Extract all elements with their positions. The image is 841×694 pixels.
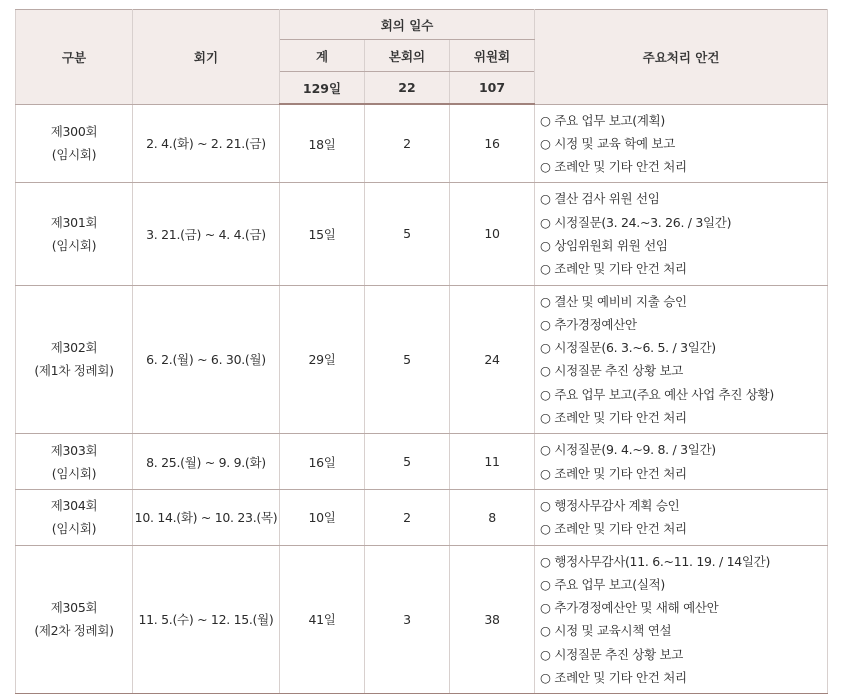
agenda-item: ○ 조례안 및 기타 안건 처리 bbox=[540, 406, 827, 429]
agenda-item: ○ 행정사무감사 계획 승인 bbox=[540, 494, 827, 517]
days-committee: 16 bbox=[450, 104, 535, 183]
agenda-item: ○ 추가경정예산안 bbox=[540, 313, 827, 336]
agenda-item: ○ 조례안 및 기타 안건 처리 bbox=[540, 517, 827, 540]
agenda-item: ○ 주요 업무 보고(계획) bbox=[540, 109, 827, 132]
session-name: 제304회 bbox=[50, 498, 98, 514]
agenda-item: ○ 시정질문(9. 4.~9. 8. / 3일간) bbox=[540, 438, 827, 461]
session-type: (임시회) bbox=[51, 237, 97, 253]
session-period: 10. 14.(화) ~ 10. 23.(목) bbox=[133, 489, 280, 545]
days-committee: 38 bbox=[450, 545, 535, 694]
session-name: 제302회 bbox=[50, 340, 98, 356]
days-committee: 8 bbox=[450, 489, 535, 545]
sum-committee: 107 bbox=[450, 72, 535, 105]
session-type: (제1차 정례회) bbox=[34, 363, 114, 379]
table-row bbox=[16, 104, 828, 183]
agenda-cell bbox=[535, 183, 828, 285]
days-plenary: 5 bbox=[365, 434, 450, 490]
days-total: 41일 bbox=[280, 545, 365, 694]
council-sessions-table bbox=[15, 9, 828, 694]
header-committee: 위원회 bbox=[450, 40, 535, 72]
header-total: 계 bbox=[280, 40, 365, 72]
session-type: (제2차 정례회) bbox=[34, 623, 114, 639]
header-meeting-days: 회의 일수 bbox=[280, 10, 535, 40]
session-type: (임시회) bbox=[51, 521, 97, 537]
days-total: 10일 bbox=[280, 489, 365, 545]
agenda-item: ○ 시정 및 교육시책 연설 bbox=[540, 619, 827, 642]
days-total: 29일 bbox=[280, 285, 365, 434]
table-row bbox=[16, 183, 828, 285]
sum-total: 129일 bbox=[280, 72, 365, 105]
session-period: 8. 25.(월) ~ 9. 9.(화) bbox=[133, 434, 280, 490]
agenda-cell bbox=[535, 434, 828, 490]
days-total: 15일 bbox=[280, 183, 365, 285]
agenda-item: ○ 시정질문 추진 상황 보고 bbox=[540, 359, 827, 382]
sum-plenary: 22 bbox=[365, 72, 450, 105]
agenda-item: ○ 시정질문 추진 상황 보고 bbox=[540, 643, 827, 666]
agenda-item: ○ 상임위원회 위원 선임 bbox=[540, 234, 827, 257]
session-cell bbox=[16, 104, 133, 183]
days-plenary: 3 bbox=[365, 545, 450, 694]
agenda-item: ○ 시정질문(6. 3.~6. 5. / 3일간) bbox=[540, 336, 827, 359]
header-session: 회기 bbox=[133, 10, 280, 105]
session-cell bbox=[16, 183, 133, 285]
days-total: 18일 bbox=[280, 104, 365, 183]
agenda-item: ○ 행정사무감사(11. 6.~11. 19. / 14일간) bbox=[540, 550, 827, 573]
days-plenary: 5 bbox=[365, 183, 450, 285]
agenda-item: ○ 주요 업무 보고(실적) bbox=[540, 573, 827, 596]
header-category: 구분 bbox=[16, 10, 133, 105]
agenda-item: ○ 시정 및 교육 학예 보고 bbox=[540, 132, 827, 155]
session-period: 2. 4.(화) ~ 2. 21.(금) bbox=[133, 104, 280, 183]
agenda-item: ○ 조례안 및 기타 안건 처리 bbox=[540, 257, 827, 280]
days-total: 16일 bbox=[280, 434, 365, 490]
days-plenary: 5 bbox=[365, 285, 450, 434]
days-committee: 10 bbox=[450, 183, 535, 285]
agenda-item: ○ 조례안 및 기타 안건 처리 bbox=[540, 666, 827, 689]
days-plenary: 2 bbox=[365, 104, 450, 183]
agenda-item: ○ 조례안 및 기타 안건 처리 bbox=[540, 155, 827, 178]
session-type: (임시회) bbox=[51, 147, 97, 163]
days-committee: 24 bbox=[450, 285, 535, 434]
agenda-item: ○ 주요 업무 보고(주요 예산 사업 추진 상황) bbox=[540, 383, 827, 406]
agenda-cell bbox=[535, 545, 828, 694]
table-row bbox=[16, 489, 828, 545]
session-period: 3. 21.(금) ~ 4. 4.(금) bbox=[133, 183, 280, 285]
header-plenary: 본회의 bbox=[365, 40, 450, 72]
days-committee: 11 bbox=[450, 434, 535, 490]
agenda-item: ○ 시정질문(3. 24.~3. 26. / 3일간) bbox=[540, 211, 827, 234]
session-name: 제300회 bbox=[50, 124, 98, 140]
session-name: 제303회 bbox=[50, 442, 98, 458]
session-cell bbox=[16, 545, 133, 694]
agenda-cell bbox=[535, 104, 828, 183]
agenda-cell bbox=[535, 285, 828, 434]
session-type: (임시회) bbox=[51, 465, 97, 481]
table-row bbox=[16, 285, 828, 434]
table-row bbox=[16, 545, 828, 694]
table-row bbox=[16, 434, 828, 490]
session-name: 제301회 bbox=[50, 214, 98, 230]
agenda-cell bbox=[535, 489, 828, 545]
session-period: 11. 5.(수) ~ 12. 15.(월) bbox=[133, 545, 280, 694]
agenda-item: ○ 결산 검사 위원 선임 bbox=[540, 187, 827, 210]
session-name: 제305회 bbox=[50, 600, 98, 616]
days-plenary: 2 bbox=[365, 489, 450, 545]
agenda-item: ○ 결산 및 예비비 지출 승인 bbox=[540, 290, 827, 313]
session-cell bbox=[16, 285, 133, 434]
session-cell bbox=[16, 489, 133, 545]
header-agenda: 주요처리 안건 bbox=[535, 10, 828, 105]
agenda-item: ○ 조례안 및 기타 안건 처리 bbox=[540, 462, 827, 485]
agenda-item: ○ 추가경정예산안 및 새해 예산안 bbox=[540, 596, 827, 619]
session-cell bbox=[16, 434, 133, 490]
session-period: 6. 2.(월) ~ 6. 30.(월) bbox=[133, 285, 280, 434]
